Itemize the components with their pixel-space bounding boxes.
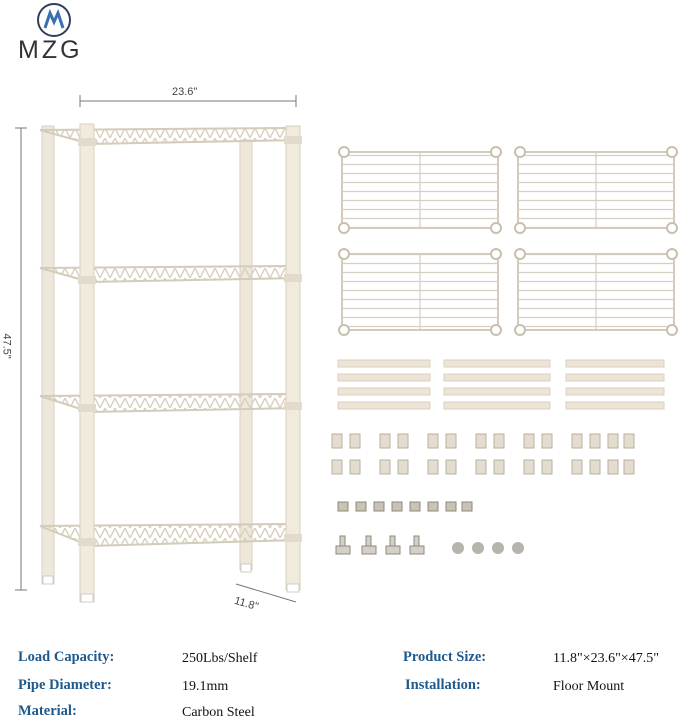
brand-logo	[36, 2, 72, 38]
wire-shelf-parts	[334, 142, 679, 338]
spec-value-pipe-diameter: 19.1mm	[182, 679, 229, 694]
spec-label-product-size: Product Size:	[403, 649, 487, 665]
spec-label-material: Material:	[18, 703, 77, 719]
spec-value-installation: Floor Mount	[553, 679, 625, 694]
sleeve-clip-parts	[328, 432, 638, 478]
spec-value-product-size: 11.8"×23.6"×47.5"	[553, 651, 659, 666]
spec-label-installation: Installation:	[405, 677, 481, 693]
depth-label: 11.8"	[232, 594, 260, 614]
mzg-logo-icon	[36, 2, 72, 38]
assembled-shelf-illustration	[30, 118, 310, 608]
wire-shelf-part	[342, 152, 674, 330]
spec-label-load-capacity: Load Capacity:	[18, 649, 115, 665]
connector-parts	[336, 500, 476, 514]
height-label: 47.5"	[0, 333, 13, 359]
width-label: 23.6"	[172, 86, 198, 98]
brand-name: MZG	[18, 36, 83, 64]
spec-value-material: Carbon Steel	[182, 705, 255, 720]
height-dimension-line	[14, 126, 28, 594]
leveling-feet-parts	[334, 534, 534, 560]
pole-parts	[334, 356, 674, 412]
spec-value-load-capacity: 250Lbs/Shelf	[182, 651, 258, 666]
spec-label-pipe-diameter: Pipe Diameter:	[18, 677, 112, 693]
